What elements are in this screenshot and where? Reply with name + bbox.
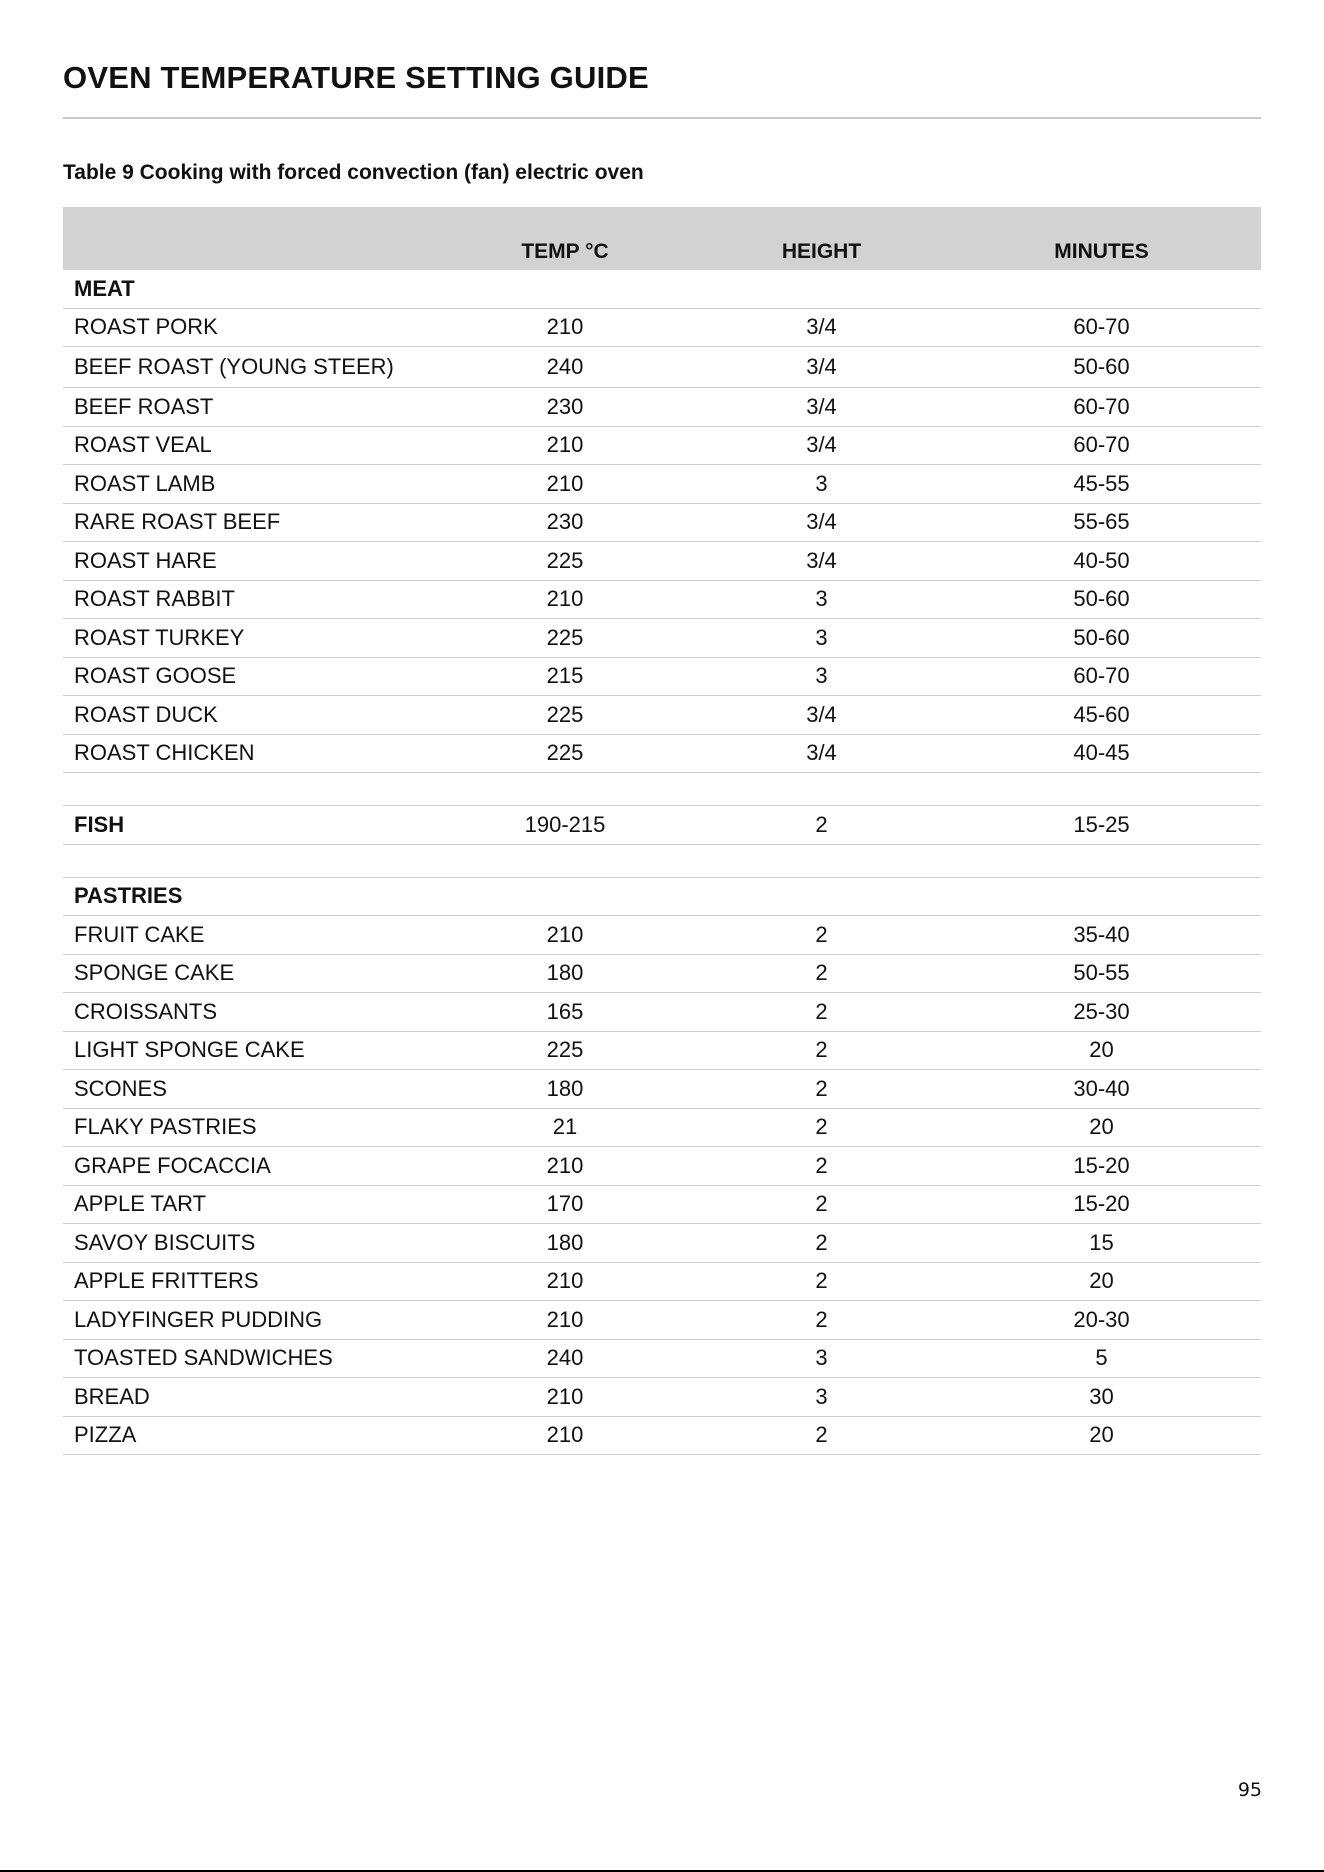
table-row <box>63 619 1261 658</box>
cell-temp: 170 <box>429 1185 701 1224</box>
header-height: HEIGHT <box>701 207 942 270</box>
cell-food: ROAST CHICKEN <box>63 734 429 773</box>
table-row <box>63 1416 1261 1455</box>
cell-food: SCONES <box>63 1070 429 1109</box>
cell-minutes: 20-30 <box>942 1301 1261 1340</box>
cell-temp: 210 <box>429 426 701 465</box>
cell-temp <box>429 877 701 916</box>
title-divider <box>63 117 1261 119</box>
cell-minutes: 60-70 <box>942 657 1261 696</box>
cell-height: 2 <box>701 916 942 955</box>
table-row <box>63 1108 1261 1147</box>
cell-height: 2 <box>701 806 942 845</box>
cell-food: ROAST VEAL <box>63 426 429 465</box>
cell-height: 3/4 <box>701 426 942 465</box>
cell-food: ROAST DUCK <box>63 696 429 735</box>
cell-minutes: 35-40 <box>942 916 1261 955</box>
table-row <box>63 465 1261 504</box>
cell-temp: 210 <box>429 580 701 619</box>
cell-food: PASTRIES <box>63 877 429 916</box>
cell-food: PIZZA <box>63 1416 429 1455</box>
cell-food: FISH <box>63 806 429 845</box>
cell-minutes: 60-70 <box>942 426 1261 465</box>
cell-minutes: 5 <box>942 1339 1261 1378</box>
table-row <box>63 1031 1261 1070</box>
cell-temp: 215 <box>429 657 701 696</box>
table-row <box>63 734 1261 773</box>
cell-food: LADYFINGER PUDDING <box>63 1301 429 1340</box>
cell-height: 2 <box>701 1416 942 1455</box>
cell-height: 3 <box>701 465 942 504</box>
oven-temperature-table <box>63 207 1261 1455</box>
table-row <box>63 1070 1261 1109</box>
cell-height: 3/4 <box>701 696 942 735</box>
cell-minutes: 20 <box>942 1031 1261 1070</box>
cell-food <box>63 844 429 877</box>
cell-temp: 180 <box>429 1224 701 1263</box>
cell-height: 2 <box>701 1031 942 1070</box>
cell-minutes: 20 <box>942 1108 1261 1147</box>
cell-food: ROAST PORK <box>63 308 429 347</box>
table-row <box>63 580 1261 619</box>
cell-temp: 210 <box>429 308 701 347</box>
cell-food: ROAST TURKEY <box>63 619 429 658</box>
cell-minutes: 60-70 <box>942 388 1261 427</box>
page-number: 95 <box>1237 1779 1262 1801</box>
cell-minutes <box>942 773 1261 806</box>
cell-temp: 210 <box>429 465 701 504</box>
cell-minutes: 50-60 <box>942 347 1261 388</box>
cell-food: FRUIT CAKE <box>63 916 429 955</box>
cell-food: BEEF ROAST <box>63 388 429 427</box>
cell-height: 3/4 <box>701 503 942 542</box>
cell-food: LIGHT SPONGE CAKE <box>63 1031 429 1070</box>
cell-food: ROAST RABBIT <box>63 580 429 619</box>
cell-minutes: 20 <box>942 1416 1261 1455</box>
cell-height: 3/4 <box>701 734 942 773</box>
cell-temp: 240 <box>429 347 701 388</box>
cell-minutes: 60-70 <box>942 308 1261 347</box>
table-row <box>63 993 1261 1032</box>
cell-food: RARE ROAST BEEF <box>63 503 429 542</box>
cell-temp: 240 <box>429 1339 701 1378</box>
cell-height: 3/4 <box>701 542 942 581</box>
table-body <box>63 270 1261 1455</box>
cell-height: 3 <box>701 1378 942 1417</box>
cell-minutes <box>942 844 1261 877</box>
cell-food: ROAST LAMB <box>63 465 429 504</box>
table-row <box>63 347 1261 388</box>
cell-food: BEEF ROAST (YOUNG STEER) <box>63 347 429 388</box>
table-row <box>63 1185 1261 1224</box>
table-row <box>63 1378 1261 1417</box>
cell-minutes: 25-30 <box>942 993 1261 1032</box>
cell-minutes: 30 <box>942 1378 1261 1417</box>
cell-temp: 225 <box>429 734 701 773</box>
cell-minutes: 30-40 <box>942 1070 1261 1109</box>
cell-height: 3/4 <box>701 308 942 347</box>
cell-food: TOASTED SANDWICHES <box>63 1339 429 1378</box>
cell-height: 2 <box>701 1262 942 1301</box>
cell-height: 2 <box>701 1185 942 1224</box>
cell-temp: 225 <box>429 542 701 581</box>
cell-food: CROISSANTS <box>63 993 429 1032</box>
cell-temp <box>429 270 701 308</box>
cell-minutes: 45-55 <box>942 465 1261 504</box>
header-minutes: MINUTES <box>942 207 1261 270</box>
cell-height: 3 <box>701 1339 942 1378</box>
table-row <box>63 542 1261 581</box>
cell-height <box>701 773 942 806</box>
cell-temp: 225 <box>429 619 701 658</box>
table-caption: Table 9 Cooking with forced convection (fan) electric oven <box>63 161 644 184</box>
cell-height: 2 <box>701 993 942 1032</box>
cell-minutes: 15-25 <box>942 806 1261 845</box>
cell-minutes: 15-20 <box>942 1147 1261 1186</box>
cell-height: 3/4 <box>701 388 942 427</box>
cell-temp: 165 <box>429 993 701 1032</box>
cell-temp: 225 <box>429 696 701 735</box>
cell-minutes: 20 <box>942 1262 1261 1301</box>
table-row <box>63 1262 1261 1301</box>
cell-height: 3 <box>701 619 942 658</box>
cell-minutes: 45-60 <box>942 696 1261 735</box>
cell-food: MEAT <box>63 270 429 308</box>
cell-temp: 190-215 <box>429 806 701 845</box>
cell-minutes: 50-60 <box>942 619 1261 658</box>
cell-height: 2 <box>701 954 942 993</box>
cell-temp: 210 <box>429 1262 701 1301</box>
cell-food: APPLE FRITTERS <box>63 1262 429 1301</box>
table-row <box>63 1339 1261 1378</box>
cell-minutes <box>942 877 1261 916</box>
cell-temp: 230 <box>429 503 701 542</box>
cell-food: ROAST HARE <box>63 542 429 581</box>
table-row <box>63 696 1261 735</box>
page-title: OVEN TEMPERATURE SETTING GUIDE <box>63 60 649 95</box>
section-row <box>63 806 1261 845</box>
table-row <box>63 1224 1261 1263</box>
cell-food: SPONGE CAKE <box>63 954 429 993</box>
table-row <box>63 1147 1261 1186</box>
cell-height: 3 <box>701 580 942 619</box>
cell-minutes: 15 <box>942 1224 1261 1263</box>
spacer-row <box>63 844 1261 877</box>
cell-temp: 210 <box>429 916 701 955</box>
cell-minutes: 50-55 <box>942 954 1261 993</box>
cell-temp: 210 <box>429 1147 701 1186</box>
cell-height <box>701 877 942 916</box>
table-header-row <box>63 207 1261 270</box>
cell-food: APPLE TART <box>63 1185 429 1224</box>
cell-food: SAVOY BISCUITS <box>63 1224 429 1263</box>
table-row <box>63 1301 1261 1340</box>
table-row <box>63 426 1261 465</box>
cell-minutes: 15-20 <box>942 1185 1261 1224</box>
cell-height: 3 <box>701 657 942 696</box>
cell-height <box>701 270 942 308</box>
table-row <box>63 503 1261 542</box>
cell-minutes: 55-65 <box>942 503 1261 542</box>
cell-height: 2 <box>701 1301 942 1340</box>
cell-minutes: 40-45 <box>942 734 1261 773</box>
cell-food: GRAPE FOCACCIA <box>63 1147 429 1186</box>
cell-minutes <box>942 270 1261 308</box>
cell-food: ROAST GOOSE <box>63 657 429 696</box>
cell-height: 2 <box>701 1070 942 1109</box>
section-row <box>63 270 1261 308</box>
table-row <box>63 388 1261 427</box>
cell-temp: 210 <box>429 1416 701 1455</box>
spacer-row <box>63 773 1261 806</box>
cell-temp <box>429 773 701 806</box>
cell-temp: 180 <box>429 1070 701 1109</box>
cell-temp: 180 <box>429 954 701 993</box>
cell-food: FLAKY PASTRIES <box>63 1108 429 1147</box>
cell-temp: 210 <box>429 1378 701 1417</box>
table-row <box>63 308 1261 347</box>
table-row <box>63 916 1261 955</box>
cell-height <box>701 844 942 877</box>
cell-height: 3/4 <box>701 347 942 388</box>
cell-minutes: 50-60 <box>942 580 1261 619</box>
cell-height: 2 <box>701 1224 942 1263</box>
cell-food: BREAD <box>63 1378 429 1417</box>
cell-temp: 210 <box>429 1301 701 1340</box>
cell-food <box>63 773 429 806</box>
header-food <box>63 207 429 270</box>
header-temp: TEMP °C <box>429 207 701 270</box>
cell-minutes: 40-50 <box>942 542 1261 581</box>
table-row <box>63 954 1261 993</box>
cell-temp: 230 <box>429 388 701 427</box>
table-row <box>63 657 1261 696</box>
section-row <box>63 877 1261 916</box>
cell-temp <box>429 844 701 877</box>
cell-temp: 21 <box>429 1108 701 1147</box>
cell-height: 2 <box>701 1147 942 1186</box>
cell-temp: 225 <box>429 1031 701 1070</box>
cell-height: 2 <box>701 1108 942 1147</box>
